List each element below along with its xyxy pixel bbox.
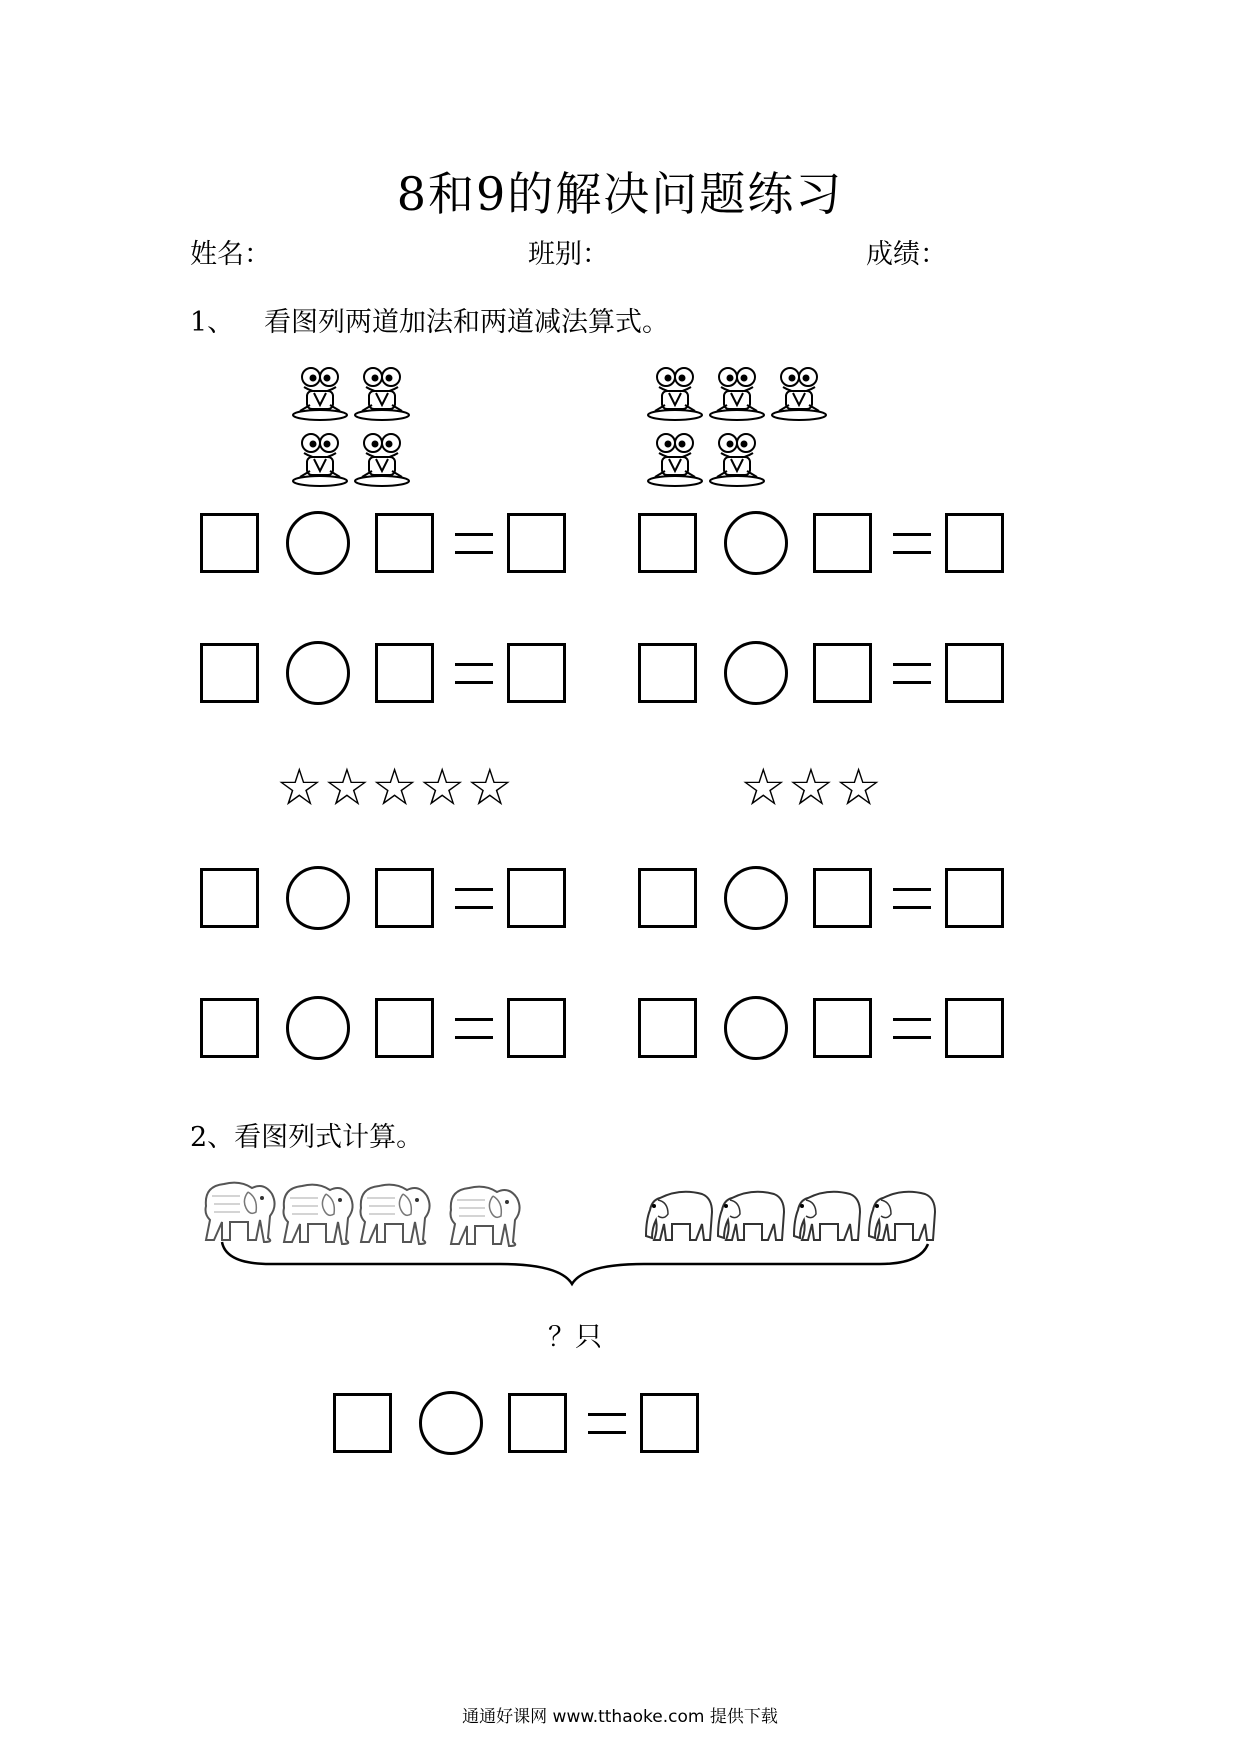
question-mark-label: ？只 bbox=[548, 1322, 602, 1353]
q1-number: 1、 bbox=[190, 307, 235, 338]
answer-box[interactable] bbox=[507, 513, 566, 573]
answer-box[interactable] bbox=[638, 868, 697, 928]
footer-text: 通通好课网 www.tthaoke.com 提供下载 bbox=[462, 1707, 778, 1727]
stars-right: ☆☆☆ bbox=[740, 758, 883, 818]
answer-box[interactable] bbox=[507, 998, 566, 1058]
class-label: 班别： bbox=[528, 239, 609, 270]
answer-box[interactable] bbox=[375, 513, 434, 573]
answer-box[interactable] bbox=[333, 1393, 392, 1453]
page-title: 8和9的解决问题练习 bbox=[396, 167, 844, 221]
answer-box[interactable] bbox=[945, 998, 1004, 1058]
score-label: 成绩： bbox=[866, 239, 947, 270]
answer-box[interactable] bbox=[507, 868, 566, 928]
answer-box[interactable] bbox=[375, 868, 434, 928]
equals-sign bbox=[893, 533, 931, 554]
answer-box[interactable] bbox=[507, 643, 566, 703]
name-label: 姓名： bbox=[190, 239, 271, 270]
equals-sign bbox=[893, 1018, 931, 1039]
operator-circle[interactable] bbox=[724, 641, 788, 705]
answer-box[interactable] bbox=[638, 513, 697, 573]
answer-box[interactable] bbox=[640, 1393, 699, 1453]
elephant-figure bbox=[200, 1172, 960, 1287]
answer-box[interactable] bbox=[813, 868, 872, 928]
answer-box[interactable] bbox=[200, 643, 259, 703]
equals-sign bbox=[893, 888, 931, 909]
answer-box[interactable] bbox=[508, 1393, 567, 1453]
answer-box[interactable] bbox=[813, 998, 872, 1058]
answer-box[interactable] bbox=[375, 643, 434, 703]
answer-box[interactable] bbox=[813, 643, 872, 703]
operator-circle[interactable] bbox=[419, 1391, 483, 1455]
answer-box[interactable] bbox=[200, 868, 259, 928]
stars-left: ☆☆☆☆☆ bbox=[276, 758, 515, 818]
answer-box[interactable] bbox=[638, 643, 697, 703]
operator-circle[interactable] bbox=[724, 511, 788, 575]
equals-sign bbox=[893, 663, 931, 684]
operator-circle[interactable] bbox=[286, 866, 350, 930]
answer-box[interactable] bbox=[200, 998, 259, 1058]
equals-sign bbox=[588, 1413, 626, 1434]
q2-text: 2、看图列式计算。 bbox=[190, 1122, 424, 1153]
operator-circle[interactable] bbox=[286, 641, 350, 705]
operator-circle[interactable] bbox=[286, 996, 350, 1060]
operator-circle[interactable] bbox=[724, 996, 788, 1060]
answer-box[interactable] bbox=[375, 998, 434, 1058]
answer-box[interactable] bbox=[200, 513, 259, 573]
answer-box[interactable] bbox=[638, 998, 697, 1058]
equals-sign bbox=[455, 663, 493, 684]
answer-box[interactable] bbox=[813, 513, 872, 573]
operator-circle[interactable] bbox=[286, 511, 350, 575]
answer-box[interactable] bbox=[945, 643, 1004, 703]
operator-circle[interactable] bbox=[724, 866, 788, 930]
answer-box[interactable] bbox=[945, 513, 1004, 573]
equals-sign bbox=[455, 888, 493, 909]
answer-box[interactable] bbox=[945, 868, 1004, 928]
frog-group-left bbox=[290, 365, 420, 497]
equals-sign bbox=[455, 533, 493, 554]
frog-group-right bbox=[645, 365, 837, 497]
equals-sign bbox=[455, 1018, 493, 1039]
q1-text: 看图列两道加法和两道减法算式。 bbox=[264, 307, 669, 338]
